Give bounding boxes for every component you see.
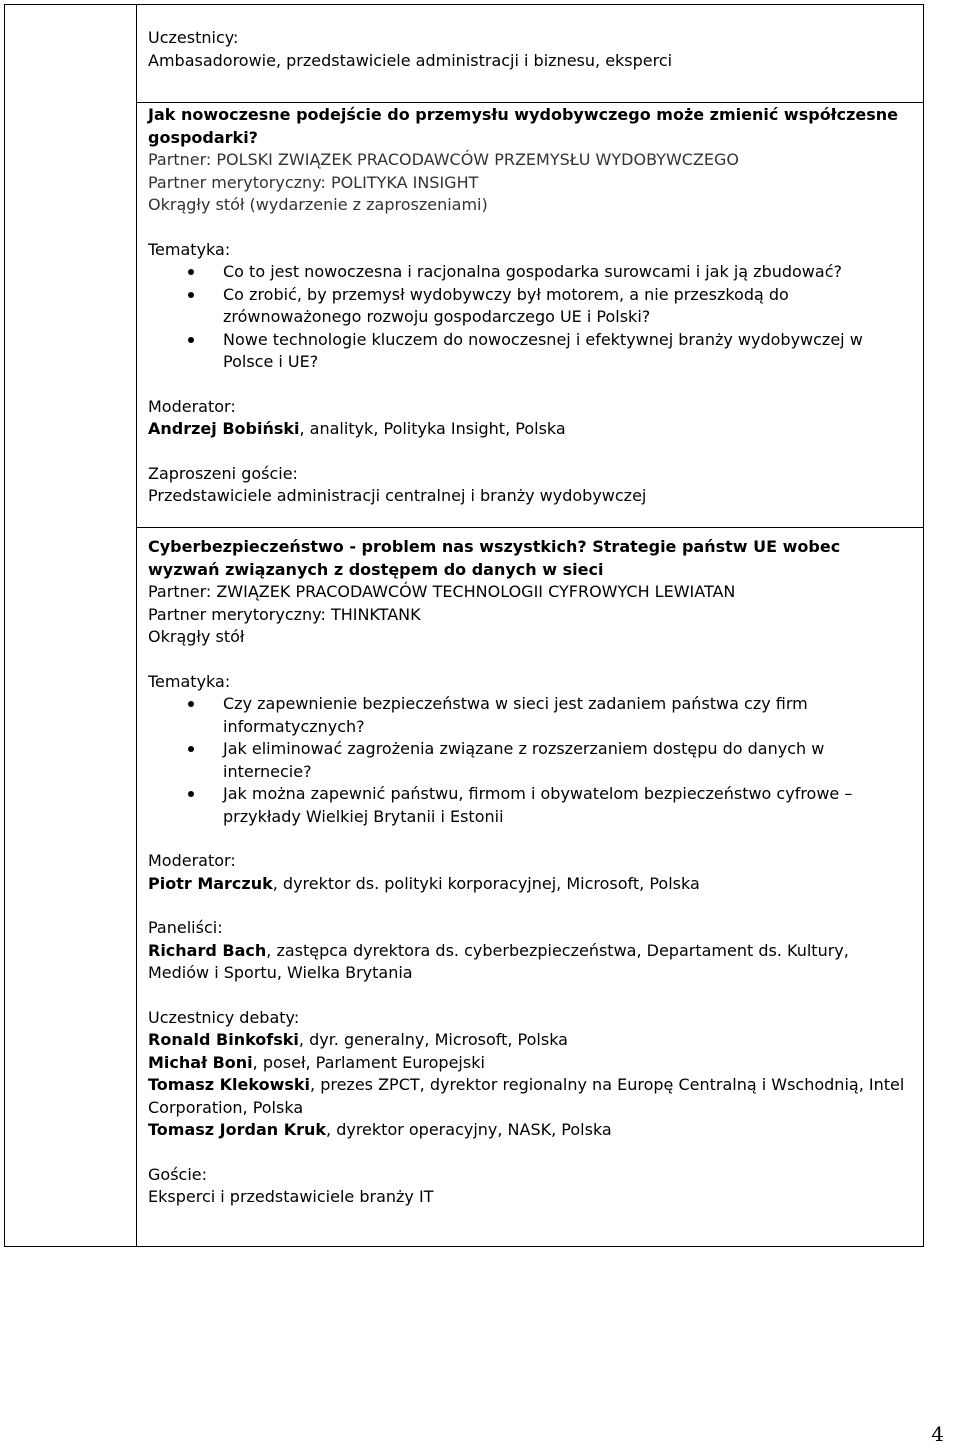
page-number: 4 (931, 1422, 944, 1446)
debater-line (148, 1074, 908, 1119)
participants-text: Ambasadorowie, przedstawiciele administracji i biznesu, eksperci (148, 50, 673, 70)
moderator-name: Andrzej Bobiński (148, 419, 300, 438)
debater-role: , dyr. generalny, Microsoft, Polska (298, 1030, 568, 1049)
row-divider (136, 527, 924, 528)
moderator-line (148, 873, 908, 896)
participants-label: Uczestnicy: (148, 28, 239, 47)
topics-list (148, 261, 908, 374)
table-column-divider (136, 4, 137, 1247)
format-text: Okrągły stół (148, 627, 245, 646)
topics-label: Tematyka: (148, 239, 231, 259)
moderator-label: Moderator: (148, 396, 236, 416)
topics-label: Tematyka: (148, 671, 231, 691)
panelist-role: , zastępca dyrektora ds. cyberbezpieczeństwa, Departament ds. Kultury, Mediów i Sportu, Wielka Brytania (148, 940, 849, 982)
list-item: Co zrobić, by przemysł wydobywczy był motorem, a nie przeszkodą do zrównoważonego rozwoju gospodarczego UE i Polski? (148, 284, 908, 329)
debater-name: Tomasz Jordan Kruk (148, 1120, 327, 1139)
guests-label: Zaproszeni goście: (148, 463, 298, 483)
panelist-name: Richard Bach (148, 940, 267, 960)
debater-line (148, 1052, 908, 1075)
partner-merit-text: Partner merytoryczny: POLITYKA INSIGHT (148, 172, 479, 192)
list-item: Czy zapewnienie bezpieczeństwa w sieci jest zadaniem państwa czy firm informatycznych? (148, 693, 908, 738)
session-title: Cyberbezpieczeństwo - problem nas wszystkich? Strategie państw UE wobec wyzwań związanych z dostępem do danych w sieci (148, 537, 841, 579)
debate-label: Uczestnicy debaty: (148, 1007, 300, 1027)
debater-name: Ronald Binkofski (148, 1030, 299, 1049)
debater-line (148, 1029, 908, 1052)
guests-label: Goście: (148, 1164, 207, 1184)
debater-line (148, 1119, 908, 1142)
list-item: Co to jest nowoczesna i racjonalna gospodarka surowcami i jak ją zbudować? (148, 261, 908, 284)
session-mining (148, 104, 908, 508)
debater-role: , poseł, Parlament Europejski (252, 1052, 485, 1072)
debater-name: Michał Boni (148, 1052, 253, 1072)
guests-text: Przedstawiciele administracji centralnej i branży wydobywczej (148, 486, 647, 505)
row-divider (136, 102, 924, 103)
list-item: Nowe technologie kluczem do nowoczesnej i efektywnej branży wydobywczej w Polsce i UE? (148, 329, 908, 374)
debater-name: Tomasz Klekowski (148, 1075, 311, 1094)
partner-text: Partner: ZWIĄZEK PRACODAWCÓW TECHNOLOGII CYFROWYCH LEWIATAN (148, 582, 736, 601)
format-text: Okrągły stół (wydarzenie z zaproszeniami) (148, 195, 488, 214)
moderator-role: , analityk, Polityka Insight, Polska (299, 419, 566, 438)
moderator-label: Moderator: (148, 851, 236, 870)
moderator-role: , dyrektor ds. polityki korporacyjnej, Microsoft, Polska (272, 873, 700, 893)
debater-role: , prezes ZPCT, dyrektor regionalny na Europę Centralną i Wschodnią, Intel Corporation, Polska (148, 1075, 905, 1117)
participants-cell (148, 27, 908, 72)
list-item: Jak eliminować zagrożenia związane z rozszerzaniem dostępu do danych w internecie? (148, 738, 908, 783)
session-cybersecurity (148, 536, 908, 1209)
partner-text: Partner: POLSKI ZWIĄZEK PRACODAWCÓW PRZEMYSŁU WYDOBYWCZEGO (148, 150, 739, 169)
session-title: Jak nowoczesne podejście do przemysłu wydobywczego może zmienić współczesne gospodarki? (148, 105, 899, 147)
debater-role: , dyrektor operacyjny, NASK, Polska (326, 1120, 612, 1139)
panelist-line (148, 940, 908, 985)
topics-list (148, 693, 908, 828)
panelists-label: Paneliści: (148, 918, 223, 937)
moderator-line (148, 418, 908, 441)
moderator-name: Piotr Marczuk (148, 873, 273, 893)
guests-text: Eksperci i przedstawiciele branży IT (148, 1187, 434, 1206)
list-item: Jak można zapewnić państwu, firmom i obywatelom bezpieczeństwo cyfrowe – przykłady Wielkiej Brytanii i Estonii (148, 783, 908, 828)
partner-merit-text: Partner merytoryczny: THINKTANK (148, 604, 421, 624)
